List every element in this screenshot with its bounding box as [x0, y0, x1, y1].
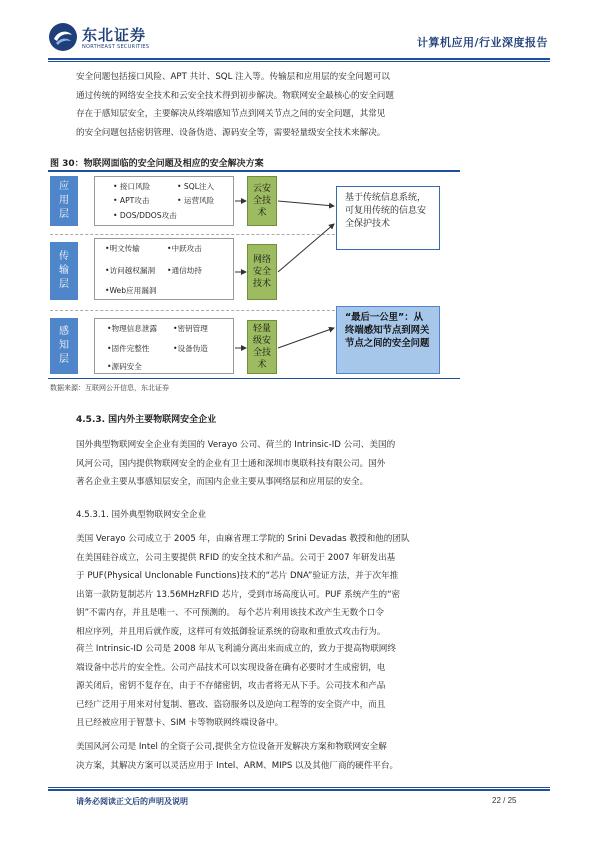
- windriver-paragraph: [76, 738, 536, 775]
- verayo-paragraph: [76, 530, 536, 642]
- issue-item: • SQL注入: [177, 182, 215, 191]
- section-paragraph: [76, 436, 536, 492]
- arrow-tech-to-callout: [278, 328, 334, 348]
- intrinsic-line: 荷兰 Intrinsic-ID 公司是 2008 年从飞利浦分离出来而成立的，致力于提高物联网终: [76, 644, 396, 654]
- callout-traditional: 基于传统信息系统，可复用传统的信息安全保护技术: [336, 186, 440, 250]
- figure-title: 图 30：物联网面临的安全问题及相应的安全解决方案: [50, 159, 264, 169]
- company-name-en: NORTHEAST SECURITIES: [82, 44, 150, 50]
- page-number: 22 / 25: [492, 796, 517, 805]
- section-line: 风河公司，国内提供物联网安全的企业有卫士通和深圳市奥联科技有限公司。国外: [76, 458, 386, 469]
- section-line: 著名企业主要从事感知层安全，而国内企业主要从事网络层和应用层的安全。: [76, 477, 369, 488]
- issue-item: •设备伪造: [173, 344, 208, 353]
- header-divider-thin: [48, 61, 550, 62]
- issue-item: •中跃攻击: [167, 244, 202, 253]
- intro-line: 存在于感知层安全，主要解决从终端感知节点到网关节点之间的安全问题，其常见: [76, 109, 386, 120]
- intro-line: 通过传统的网络安全技术和云安全技术得到初步解决。物联网安全最核心的安全问题: [76, 90, 394, 101]
- layer-label-transport: 传输层: [50, 242, 78, 300]
- intrinsic-line: 且已经被应用于智慧卡、SIM 卡等物联网终端设备中。: [76, 718, 284, 729]
- issue-item: •访问越权漏洞: [105, 266, 156, 275]
- intro-paragraph: [76, 68, 536, 142]
- intrinsic-line: 源关闭后，密钥不复存在，由于不存储密钥，攻击者将无从下手。公司技术和产品: [76, 681, 386, 692]
- tech-box-lightweight: 轻量级安全技术: [247, 320, 277, 374]
- footer-disclaimer[interactable]: 请务必阅读正文后的声明及说明: [76, 797, 188, 806]
- figure-source: 数据来源：互联网公开信息，东北证券: [50, 384, 169, 392]
- layer-label-perception: 感知层: [50, 318, 78, 374]
- issue-box-transport: [94, 238, 234, 300]
- windriver-line: 决方案，其解决方案可以灵活应用于 Intel、ARM、MIPS 以及其他厂商的硬件平台。: [76, 760, 399, 771]
- subsection-heading: 4.5.3.1. 国外典型物联网安全企业: [76, 510, 207, 520]
- arrow-tech-to-callout: [278, 201, 334, 206]
- company-logo-icon: [48, 22, 78, 52]
- issue-item: •通信劫持: [167, 266, 202, 275]
- verayo-line: 美国 Verayo 公司成立于 2005 年，由麻省理工学院的 Srini Devadas 教授和他的团队: [76, 534, 410, 544]
- figure-bottom-rule: [48, 378, 460, 379]
- figure-top-rule: [48, 170, 460, 172]
- issue-item: • 接口风险: [113, 182, 151, 191]
- issue-item: •明文传输: [105, 244, 140, 253]
- verayo-line: 钥”不需内存，并且是唯一、不可预测的。 每个芯片利用该技术改产生无数个口令: [76, 608, 384, 619]
- issue-box-application: [94, 176, 234, 226]
- verayo-line: 出第一款防复制芯片 13.56MHzRFID 芯片，受到市场高度认可。PUF 系统产生的“密: [76, 589, 401, 600]
- tech-box-cloud: 云安全技术: [247, 176, 277, 226]
- intrinsic-line: 端设备中芯片的安全性。公司产品技术可以实现设备在确有必要时才生成密钥，电: [76, 662, 386, 673]
- layer-label-application: 应用层: [50, 176, 78, 226]
- intro-line: 的安全问题包括密钥管理、设备伪造、源码安全等，需要轻量级安全技术来解决。: [76, 127, 386, 138]
- report-type: 计算机应用/行业深度报告: [416, 36, 548, 49]
- issue-item: •物理信息泄露: [107, 324, 158, 333]
- callout-last-mile: “最后一公里”：从终端感知节点到网关节点之间的安全问题: [336, 306, 440, 374]
- intrinsic-paragraph: [76, 640, 536, 733]
- issue-item: •密钥管理: [173, 324, 208, 333]
- windriver-line: 美国风河公司是 Intel 的全资子公司,提供全方位设备开发解决方案和物联网安全解: [76, 742, 387, 752]
- company-name-cn: 东北证券: [82, 26, 147, 44]
- section-line: 国外典型物联网安全企业有美国的 Verayo 公司、荷兰的 Intrinsic-ID 公司、美国的: [76, 440, 396, 450]
- verayo-line: 于 PUF(Physical Unclonable Functions)技术的“芯片 DNA”验证方法，并于次年推: [76, 571, 399, 582]
- verayo-line: 相应序列，并且用后就作废，这样可有效抵御验证系统的窃取和重放式攻击行为。: [76, 626, 386, 637]
- issue-item: •源码安全: [107, 362, 142, 371]
- issue-item: •Web应用漏洞: [105, 286, 157, 295]
- issue-item: •固件完整性: [107, 344, 150, 353]
- issue-item: • APT攻击: [113, 196, 150, 205]
- page-header: [48, 22, 548, 62]
- section-heading: 4.5.3. 国内外主要物联网安全企业: [76, 415, 217, 425]
- issue-item: • 运营风险: [177, 196, 215, 205]
- verayo-line: 在美国硅谷成立，公司主要提供 RFID 的安全技术和产品。公司于 2007 年研发出基: [76, 552, 396, 563]
- issue-item: • DOS/DDOS攻击: [113, 211, 177, 220]
- header-divider: [48, 58, 550, 60]
- intro-line: 安全问题包括接口风险、APT 共计、SQL 注入等。传输层和应用层的安全问题可以: [76, 72, 390, 82]
- issue-box-perception: [94, 318, 234, 374]
- arrow-tech-to-callout: [278, 224, 334, 272]
- footer-divider: [48, 789, 550, 791]
- footer-divider-thin: [48, 787, 550, 788]
- intrinsic-line: 已经广泛用于用来对付复制、篡改、盗窃服务以及逆向工程等的安全资产中，而且: [76, 699, 386, 710]
- tech-box-network: 网络安全技术: [247, 244, 277, 300]
